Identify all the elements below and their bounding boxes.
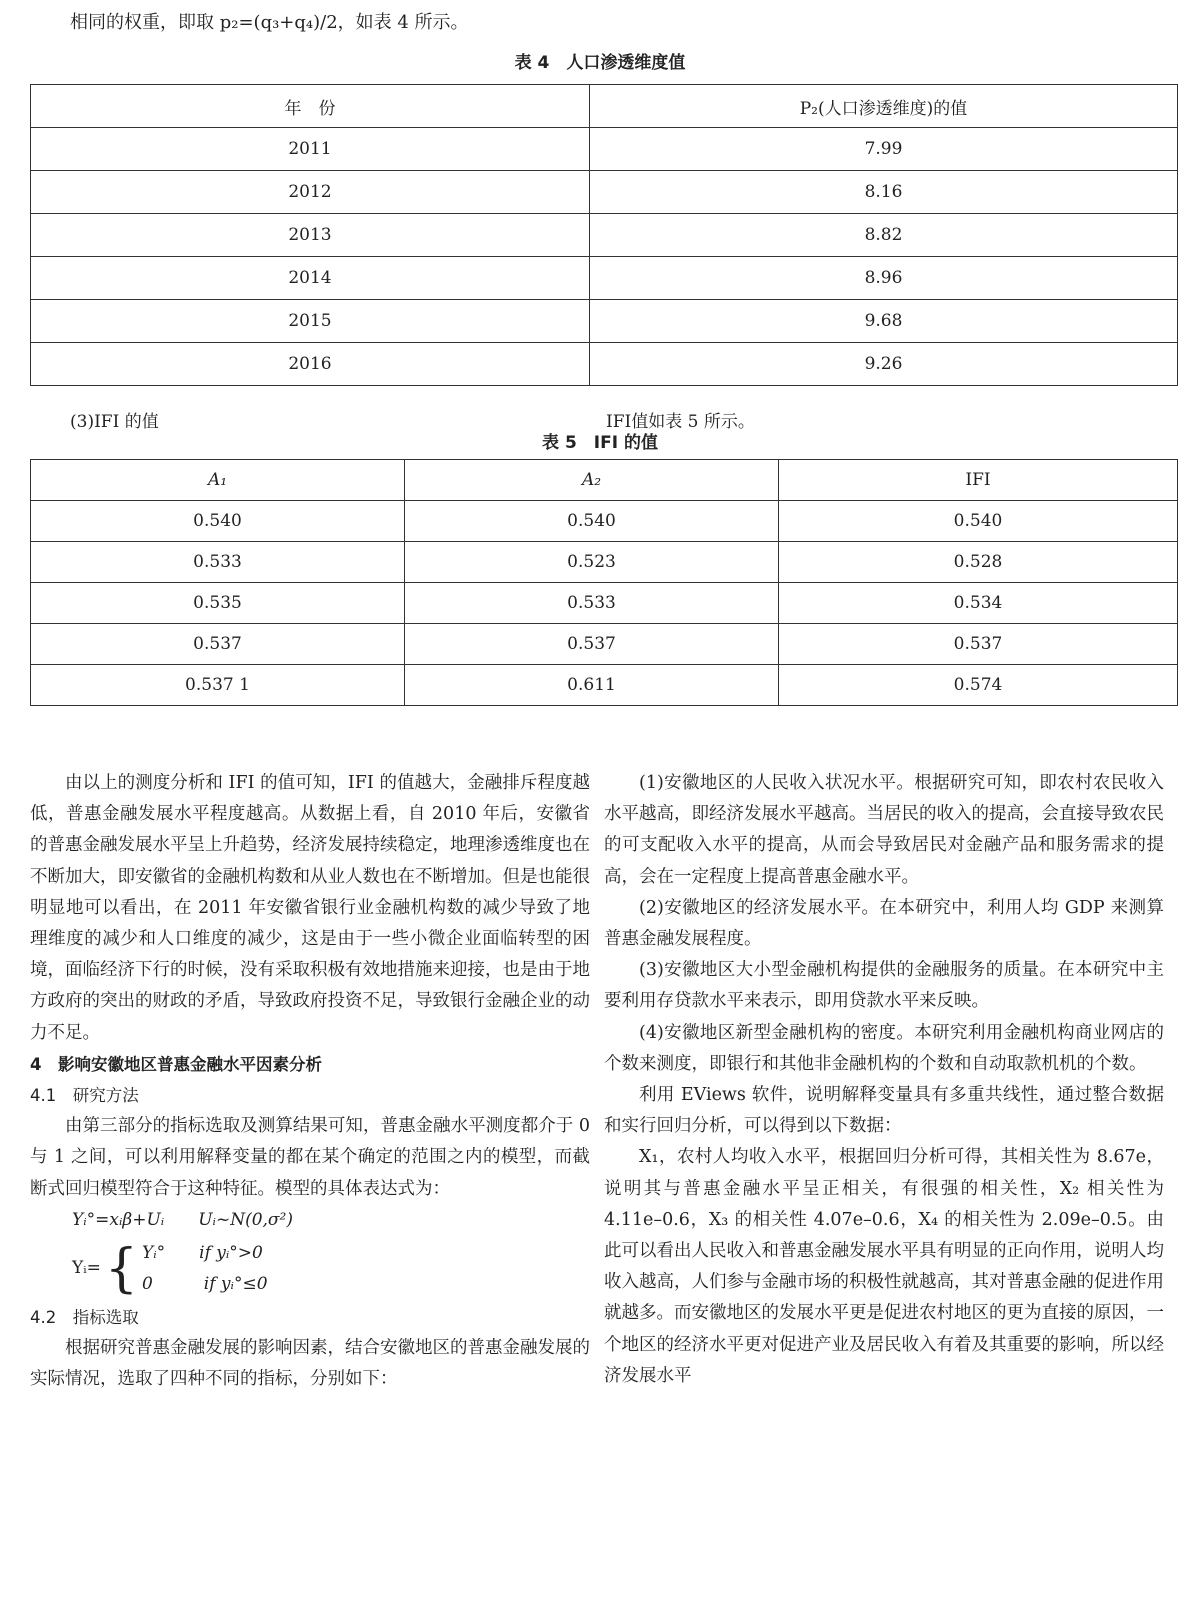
table-cell: 0.533 [31,542,405,583]
table-cell: 9.68 [590,300,1178,343]
table-header-cell: P₂(人口渗透维度)的值 [590,85,1178,128]
table-row [31,257,1178,300]
paragraph: (2)安徽地区的经济发展水平。在本研究中，利用人均 GDP 来测算普惠金融发展程度。 [604,897,1164,950]
paragraph: (4)安徽地区新型金融机构的密度。本研究利用金融机构商业网店的个数来测度，即银行和其他非金融机构的个数和自动取款机机的个数。 [604,1022,1164,1074]
table-cell: 7.99 [590,128,1178,171]
paragraph: 利用 EViews 软件，说明解释变量具有多重共线性，通过整合数据和实行回归分析，可以得到以下数据： [604,1085,1164,1137]
table-cell: 2013 [31,214,590,257]
paragraph: 由以上的测度分析和 IFI 的值可知，IFI 的值越大，金融排斥程度越低，普惠金融发展水平程度越高。从数据上看，自 2010 年后，安徽省的普惠金融发展水平呈上升趋势，经济发展持续稳定，地理渗透维度也在不断加大，即安徽省的金融机构数和从业人数也在不断增加。但是也能很明显地可以看出，在 2011 年安徽省银行业金融机构数的减少导致了地理维度的减少和人口维度的减少，这是由于一些小微企业面临转型的困境，面临经济下行的时候，没有采取积极有效地措施来迎接，也是由于地方政府的突出的财政的矛盾，导致政府投资不足，导致银行金融企业的动力不足。 [30,773,590,1043]
formula-case: 0 if yᵢ°≤0 [141,1274,268,1295]
right-column [604,768,1164,1392]
table-cell: 2016 [31,343,590,386]
table-header-row [31,460,1178,501]
table-cell: 2012 [31,171,590,214]
paragraph: X₁，农村人均收入水平，根据回归分析可得，其相关性为 8.67e，说明其与普惠金融水平呈正相关，有很强的相关性，X₂ 相关性为 4.11e–0.6，X₃ 的相关性 4.07e–0.6，X₄ 的相关性为 2.09e–0.5。由此可以看出人民收入和普惠金融发展水平具有明显的正向作用，说明人均收入越高，人们参与金融市场的积极性就越高，其对普惠金融的促进作用就越多。而安徽地区的发展水平更是促进农村地区的更为直接的原因，一个地区的经济水平更对促进产业及居民收入有着及其重要的影响，所以经济发展水平 [604,1147,1164,1386]
table-cell: 0.534 [779,583,1178,624]
table-cell: 2015 [31,300,590,343]
table-header-cell: 年 份 [31,85,590,128]
formula-lhs: Yᵢ= [72,1258,101,1279]
table-header-cell: A₂ [405,460,779,501]
section3-text: IFI值如表 5 所示。 [606,412,755,432]
table-cell: 0.540 [31,501,405,542]
table-cell: 0.537 [31,624,405,665]
table-cell: 0.523 [405,542,779,583]
subsection-heading: 4.2 指标选取 [30,1308,139,1328]
table-header-cell: A₁ [31,460,405,501]
table5 [30,459,1178,706]
paragraph: 根据研究普惠金融发展的影响因素，结合安徽地区的普惠金融发展的实际情况，选取了四种不同的指标，分别如下： [30,1338,590,1390]
table4 [30,84,1178,386]
table-header-row [31,85,1178,128]
table-cell: 0.533 [405,583,779,624]
section3-label: (3)IFI 的值 [70,412,159,432]
table-row [31,300,1178,343]
formula-cases [142,1238,268,1300]
table-row [31,343,1178,386]
table-cell: 0.574 [779,665,1178,706]
table-cell: 2014 [31,257,590,300]
table-cell: 0.537 [405,624,779,665]
table-row [31,501,1178,542]
left-column [30,768,590,1396]
table4-caption: 表 4 人口渗透维度值 [514,53,686,73]
table-row [31,214,1178,257]
table-row [31,665,1178,706]
table-cell: 8.16 [590,171,1178,214]
table-row [31,542,1178,583]
table-cell: 8.96 [590,257,1178,300]
paragraph: 由第三部分的指标选取及测算结果可知，普惠金融水平测度都介于 0 与 1 之间，可以利用解释变量的都在某个确定的范围之内的模型，而截断式回归模型符合于这种特征。模型的具体表达式为： [30,1116,590,1199]
table-row [31,128,1178,171]
brace-symbol: { [104,1239,138,1300]
table-cell: 8.82 [590,214,1178,257]
piecewise-formula [30,1236,590,1302]
table-cell: 0.537 1 [31,665,405,706]
paragraph: (3)安徽地区大小型金融机构提供的金融服务的质量。在本研究中主要利用存贷款水平来表示，即用贷款水平来反映。 [604,960,1164,1012]
table-row [31,583,1178,624]
subsection-heading: 4.1 研究方法 [30,1086,139,1106]
section-heading: 4 影响安徽地区普惠金融水平因素分析 [30,1054,322,1074]
table-cell: 0.540 [405,501,779,542]
intro-line: 相同的权重，即取 p₂=(q₃+q₄)/2，如表 4 所示。 [70,12,469,33]
table-cell: 2011 [31,128,590,171]
table5-caption: 表 5 IFI 的值 [542,433,658,453]
table-cell: 0.611 [405,665,779,706]
table-cell: 9.26 [590,343,1178,386]
table-cell: 0.540 [779,501,1178,542]
paragraph: (1)安徽地区的人民收入状况水平。根据研究可知，即农村农民收入水平越高，即经济发展水平越高。当居民的收入的提高，会直接导致农民的可支配收入水平的提高，从而会导致居民对金融产品和服务需求的提高，会在一定程度上提高普惠金融水平。 [604,773,1164,887]
table-cell: 0.528 [779,542,1178,583]
table-row [31,624,1178,665]
table-row [31,171,1178,214]
table-cell: 0.535 [31,583,405,624]
model-formula: Yᵢ°=xᵢβ+Uᵢ Uᵢ~N(0,σ²) [72,1209,293,1230]
formula-case: Yᵢ° if yᵢ°>0 [141,1243,263,1264]
table-header-cell: IFI [779,460,1178,501]
table-cell: 0.537 [779,624,1178,665]
